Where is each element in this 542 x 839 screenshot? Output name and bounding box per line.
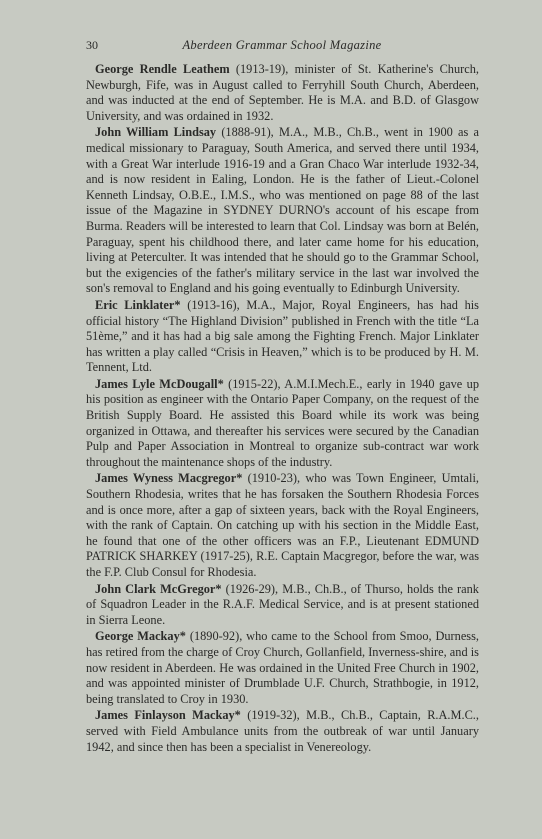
entry-name: John William Lindsay	[95, 125, 217, 140]
entry-text: (1910-23), who was Town Engineer, Umtali, Southern Rhodesia, writes that he has forsaken the Southern Rhodesia Forces and is once more, after a gap of sixteen years, back with the Royal Engineers, with the rank of Captain. On catching up with his section in the Middle East, he found that one of the other officers was an F.P., Lieutenant EDMUND PATRICK SHARKEY (1917-25), R.E. Captain Macgregor, before the war, was the F.P. Club Consul for Rhodesia.	[86, 471, 479, 579]
entry-macgregor-james	[86, 471, 479, 580]
entry-leathem	[86, 62, 479, 124]
entry-text: (1888-91), M.A., M.B., Ch.B., went in 1900 as a medical missionary to Paraguay, South America, and served there until 1934, with a Great War interlude 1916-19 and a Gran Chaco War interlude 1932-34, and is now resident in Ealing, London. He is the father of Lieut.-Colonel Kenneth Lindsay, O.B.E., I.M.S., who was mentioned on page 88 of the last issue of the Magazine in SYDNEY DURNO's account of his escape from Burma. Readers will be interested to learn that Col. Lindsay was born at Belén, Paraguay, spent his childhood there, and later came home for his education, living at Peterculter. It was intended that he should go to the Grammar School, but the exigencies of the father's military service in the last war involved the son's removal to England and his going eventually to Edinburgh University.	[86, 125, 479, 296]
entry-lindsay	[86, 125, 479, 297]
entry-name: James Finlayson Mackay*	[95, 708, 241, 723]
entry-text: (1913-16), M.A., Major, Royal Engineers, has had his official history “The Highland Division” published in French with the title “La 51ème,” and it has had a big sale among the Fighting French. Major Linklater has written a play called “Crisis in Heaven,” which is to be produced by H. M. Tennent, Ltd.	[86, 297, 479, 375]
entry-linklater	[86, 298, 479, 376]
entry-name: John Clark McGregor*	[95, 581, 222, 596]
running-header	[86, 38, 478, 56]
entry-name: James Lyle McDougall*	[95, 376, 224, 391]
entry-mcdougall	[86, 377, 479, 471]
entry-name: George Mackay*	[95, 629, 186, 644]
body-text	[86, 62, 479, 756]
entry-name: George Rendle Leathem	[95, 62, 230, 76]
entry-text: (1915-22), A.M.I.Mech.E., early in 1940 gave up his position as engineer with the Ontario Paper Company, on the request of the British Supply Board. He assisted this Board while its work was being organized in Ottawa, and thereafter his services were secured by the Canadian Pulp and Paper Association in Montreal to organize sub-contract war work throughout the maintenance shops of the industry.	[86, 376, 479, 469]
entry-name: Eric Linklater*	[95, 297, 181, 312]
entry-mackay-james	[86, 708, 479, 755]
entry-text: (1913-19), minister of St. Katherine's Church, Newburgh, Fife, was in August called to Ferryhill South Church, Aberdeen, and was inducted at the end of September. He is M.A. and B.D. of Glasgow University, and was ordained in 1932.	[86, 62, 479, 123]
entry-mcgregor-john	[86, 582, 479, 629]
entry-mackay-george	[86, 629, 479, 707]
entry-text: (1890-92), who came to the School from Smoo, Durness, has retired from the charge of Croy Church, Gollanfield, Inverness-shire, and is now resident in Aberdeen. He was ordained in the United Free Church in 1902, and was appointed minister of Drumblade U.F. Church, Strathbogie, in 1912, being translated to Croy in 1930.	[86, 629, 480, 706]
entry-text: (1926-29), M.B., Ch.B., of Thurso, holds the rank of Squadron Leader in the R.A.F. Medical Service, and is at present stationed in Sierra Leone.	[86, 581, 479, 627]
entry-text: (1919-32), M.B., Ch.B., Captain, R.A.M.C., served with Field Ambulance units from the outbreak of war until January 1942, and since then has been a specialist in Venereology.	[86, 708, 479, 754]
page-number: 30	[86, 38, 98, 52]
entry-name: James Wyness Macgregor*	[95, 471, 243, 486]
running-title: Aberdeen Grammar School Magazine	[182, 38, 382, 52]
